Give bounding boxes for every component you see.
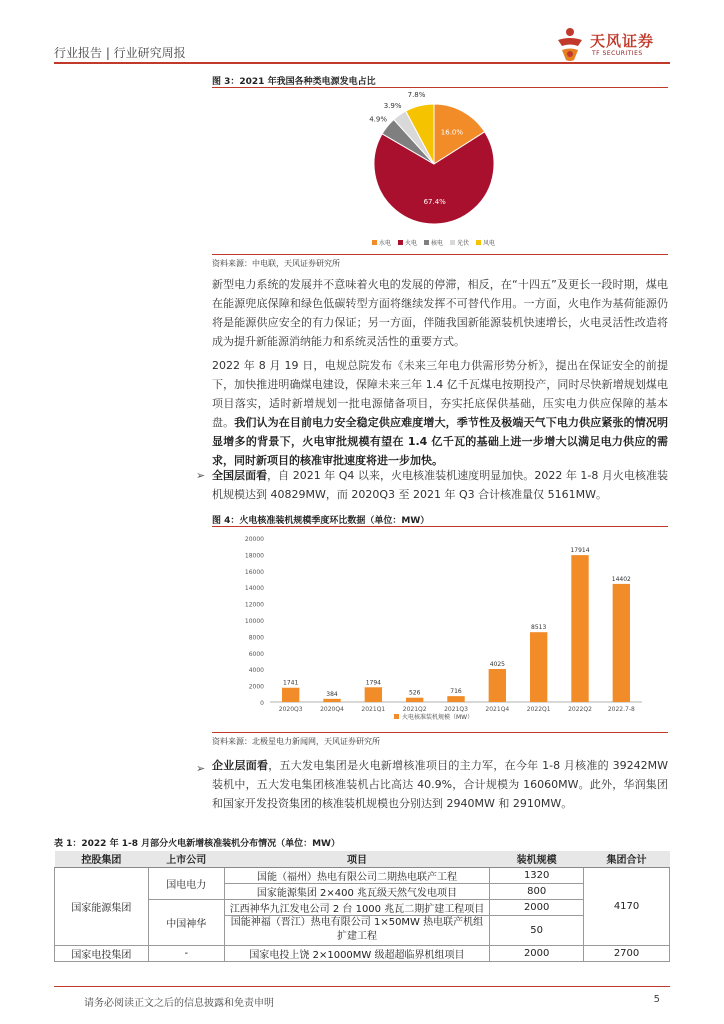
company-logo <box>550 26 670 66</box>
table-cell-capacity: 1320 <box>490 867 584 883</box>
pie-legend-label: 光伏 <box>457 240 470 247</box>
pie-legend-label: 风电 <box>483 240 496 247</box>
table-cell-total: 2700 <box>584 945 670 961</box>
table-cell-capacity: 2000 <box>490 899 584 915</box>
bar-y-tick-label: 16000 <box>244 568 264 576</box>
table-cell-capacity: 50 <box>490 915 584 945</box>
bar-x-tick-label: 2021Q4 <box>485 706 510 713</box>
table-cell-company: - <box>148 945 224 961</box>
bar-x-tick-label: 2022Q1 <box>526 706 551 713</box>
bullet-2-text: ，五大发电集团是火电新增核准项目的主力军，在今年 1-8 月核准的 39242MW 装机中，五大发电集团核准装机占比高达 40.9%，合计规模为 16060MW。此外，华润集团和国家开发投资集团的核准装机规模也分别达到 2940MW 和 2910MW。 <box>212 759 668 810</box>
table-cell-project: 国家能源集团 2×400 兆瓦级天然气发电项目 <box>224 883 490 899</box>
figure-3-source: 资料来源：中电联，天风证券研究所 <box>212 259 340 268</box>
table-cell-capacity: 800 <box>490 883 584 899</box>
bar-2021Q1 <box>365 687 382 702</box>
figure-4-title: 图 4：火电核准装机规模季度环比数据（单位：MW） <box>212 516 430 526</box>
bar-2022.7-8 <box>613 584 630 702</box>
pie-legend-swatch <box>398 240 403 245</box>
bar-x-tick-label: 2021Q2 <box>402 706 427 713</box>
table-header-cell: 控股集团 <box>55 851 149 867</box>
figure-4-source: 资料来源：北极星电力新闻网，天风证券研究所 <box>212 737 380 746</box>
bar-y-tick-label: 18000 <box>244 552 264 560</box>
bar-y-tick-label: 20000 <box>244 536 264 543</box>
bar-y-tick-label: 8000 <box>248 634 264 642</box>
bar-data-label: 1741 <box>283 679 299 687</box>
bar-data-label: 14402 <box>611 575 631 583</box>
page-header <box>54 32 670 64</box>
bullet-2-heading: 企业层面看 <box>212 759 269 772</box>
bar-y-tick-label: 0 <box>260 700 264 707</box>
table-header-cell: 项目 <box>224 851 490 867</box>
table-row <box>55 867 670 883</box>
paragraph-2-text: 2022 年 8 月 19 日，电规总院发布《未来三年电力供需形势分析》，提出在保证安全的前提下，加快推进明确煤电建设，保障未来三年 1.4 亿千瓦煤电按期投产，同时尽快新增规划煤电项目落实，适时新增规划一批电源储备项目，夯实托底保供基础，压实电力供应保障的基本盘。 <box>212 359 668 429</box>
table-cell-company: 中国神华 <box>148 899 224 945</box>
pie-chart <box>212 92 668 252</box>
figure-3-title: 图 3：2021 年我国各种类电源发电占比 <box>212 77 376 87</box>
pie-legend-swatch <box>476 240 481 245</box>
pie-data-label: 7.8% <box>407 92 426 100</box>
table-row <box>55 945 670 961</box>
table-header-cell: 装机规模 <box>490 851 584 867</box>
table-1-title: 表 1：2022 年 1-8 月部分火电新增核准装机分布情况（单位：MW） <box>54 839 340 849</box>
bar-y-tick-label: 12000 <box>244 601 264 609</box>
table-header-cell: 集团合计 <box>584 851 670 867</box>
bar-y-tick-label: 14000 <box>244 585 264 593</box>
bar-data-label: 8513 <box>531 624 547 632</box>
pie-legend-swatch <box>424 240 429 245</box>
bar-x-tick-label: 2022.7-8 <box>607 706 635 713</box>
capacity-table <box>54 851 670 962</box>
bullet-1-heading: 全国层面看 <box>212 469 268 482</box>
bar-2021Q3 <box>447 696 464 702</box>
report-type-label: 行业报告 | 行业研究周报 <box>54 46 186 60</box>
bullet-marker-icon: ➢ <box>196 762 206 775</box>
table-cell-project: 江西神华九江发电公司 2 台 1000 兆瓦二期扩建工程项目 <box>224 899 490 915</box>
figure-4-rule <box>212 526 668 527</box>
bar-data-label: 4025 <box>489 660 505 668</box>
table-cell-total: 4170 <box>584 867 670 945</box>
bar-y-tick-label: 4000 <box>248 667 264 675</box>
bar-2020Q3 <box>282 688 299 702</box>
logo-mark-icon <box>550 26 590 66</box>
pie-data-label: 16.0% <box>440 128 464 137</box>
bar-2022Q1 <box>530 632 547 702</box>
pie-legend-swatch <box>450 240 455 245</box>
table-cell-project: 国能神福（晋江）热电有限公司 1×50MW 热电联产机组扩建工程 <box>224 915 490 945</box>
bar-x-tick-label: 2020Q4 <box>320 706 344 713</box>
bar-data-label: 716 <box>450 688 462 696</box>
bar-x-tick-label: 2022Q2 <box>568 706 592 713</box>
bar-legend-label: 火电核准装机规模（MW） <box>402 714 474 721</box>
bar-data-label: 1794 <box>365 679 381 687</box>
bullet-marker-icon: ➢ <box>196 469 206 482</box>
table-header-cell: 上市公司 <box>148 851 224 867</box>
figure-3-bottom-rule <box>212 254 668 255</box>
bullet-2 <box>212 756 668 813</box>
table-cell-capacity: 2000 <box>490 945 584 961</box>
table-cell-project: 国能（福州）热电有限公司二期热电联产工程 <box>224 867 490 883</box>
table-cell-group: 国家电投集团 <box>55 945 149 961</box>
bar-y-tick-label: 10000 <box>244 618 264 625</box>
paragraph-2 <box>212 356 668 470</box>
pie-legend-label: 核电 <box>431 240 444 247</box>
bar-2021Q2 <box>406 698 423 702</box>
bar-data-label: 17914 <box>570 547 590 555</box>
logo-subtext: TF SECURITIES <box>592 50 643 57</box>
pie-data-label: 4.9% <box>369 115 387 124</box>
footer-rule <box>54 986 670 987</box>
pie-legend-swatch <box>372 240 377 245</box>
paragraph-1: 新型电力系统的发展并不意味着火电的发展的停滞，相反，在“十四五”及更长一段时期，煤电在能源兜底保障和绿色低碳转型方面将继续发挥不可替代作用。一方面，火电作为基荷能源仍将是能源供应安全的有力保证；另一方面，伴随我国新能源装机快速增长，火电灵活性改造将成为提升新能源消纳能力和系统灵活性的重要方式。 <box>212 278 668 348</box>
footer-disclaimer: 请务必阅读正文之后的信息披露和免责申明 <box>84 998 274 1009</box>
page-number: 5 <box>653 994 660 1005</box>
bullet-1 <box>212 466 668 504</box>
bar-data-label: 526 <box>408 689 421 697</box>
paragraph-2-emphasis: 我们认为在目前电力安全稳定供应难度增大，季节性及极端天气下电力供应紧张的情况明显增多的背景下，火电审批规模有望在 1.4 亿千瓦的基础上进一步增大以满足电力供应的需求，同时新项目的核准审批速度将进一步加快。 <box>212 416 668 467</box>
bar-y-tick-label: 6000 <box>248 650 264 658</box>
pie-legend-label: 水电 <box>379 240 392 247</box>
pie-data-label: 67.4% <box>423 198 446 207</box>
table-header-row <box>55 851 670 867</box>
pie-legend-label: 火电 <box>405 240 418 247</box>
header-rule <box>54 62 670 64</box>
bar-chart <box>212 530 668 730</box>
table-cell-project: 国家电投上饶 2×1000MW 级超超临界机组项目 <box>224 945 490 961</box>
bar-x-tick-label: 2020Q3 <box>278 706 303 713</box>
bar-x-tick-label: 2021Q3 <box>444 706 468 713</box>
bar-legend-swatch <box>394 714 399 719</box>
bar-2020Q4 <box>323 699 340 702</box>
bar-y-tick-label: 2000 <box>248 683 264 691</box>
bar-2022Q2 <box>571 555 588 702</box>
figure-4-bottom-rule <box>212 732 668 733</box>
table-cell-company: 国电电力 <box>148 867 224 899</box>
figure-3-rule <box>212 87 668 88</box>
logo-text: 天风证券 <box>590 32 655 50</box>
bullet-1-text: ，自 2021 年 Q4 以来，火电核准装机速度明显加快。2022 年 1-8 月火电核准装机规模达到 40829MW，而 2020Q3 至 2021 年 Q3 合计核准量仅 5161MW。 <box>212 469 668 501</box>
table-cell-group: 国家能源集团 <box>55 867 149 945</box>
bar-2021Q4 <box>489 669 506 702</box>
bar-data-label: 384 <box>326 690 338 698</box>
pie-data-label: 3.9% <box>383 102 402 111</box>
bar-x-tick-label: 2021Q1 <box>361 706 386 713</box>
